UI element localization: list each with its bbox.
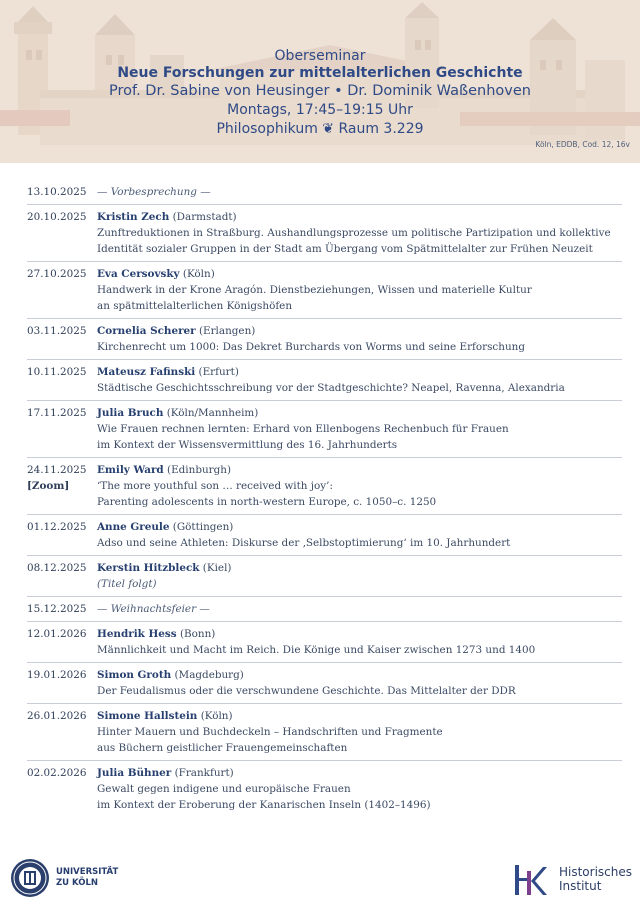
seminar-title: Neue Forschungen zur mittelalterlichen Geschichte — [117, 65, 523, 81]
header-banner — [0, 0, 640, 163]
seminar-hosts: Prof. Dr. Sabine von Heusinger • Dr. Dominik Waßenhoven — [109, 83, 531, 99]
speaker-line — [97, 266, 622, 282]
university-name-line1: UNIVERSITÄT — [56, 867, 119, 877]
institute-logo — [511, 861, 632, 897]
talk-title-line: ‘The more youthful son … received with joy’: — [97, 480, 333, 492]
speaker-affiliation: (Frankfurt) — [174, 767, 234, 779]
entry-date: 02.02.2026 — [27, 767, 87, 779]
schedule-entry — [27, 405, 622, 453]
speaker-affiliation: (Darmstadt) — [172, 211, 237, 223]
speaker-name: Hendrik Hess — [97, 628, 177, 640]
institute-name-line1: Historisches — [558, 865, 632, 879]
entry-date: 08.12.2025 — [27, 562, 87, 574]
entry-date-column — [27, 626, 97, 658]
schedule-entry — [27, 560, 622, 592]
entry-date-column — [27, 560, 97, 592]
entry-date: 13.10.2025 — [27, 186, 87, 198]
speaker-affiliation: (Erlangen) — [198, 325, 256, 337]
entry-content — [97, 364, 622, 396]
entry-divider — [27, 596, 622, 597]
institute-name — [559, 865, 632, 893]
entry-divider — [27, 760, 622, 761]
entry-date: 19.01.2026 — [27, 669, 87, 681]
entry-date-column — [27, 462, 97, 510]
image-credit: Köln, EDDB, Cod. 12, 16v — [535, 140, 630, 149]
entry-divider — [27, 359, 622, 360]
talk-title-line: im Kontext der Wissensvermittlung des 16. Jahrhunderts — [97, 439, 398, 451]
speaker-affiliation: (Erfurt) — [198, 366, 239, 378]
historisches-institut-logo-icon — [511, 861, 551, 897]
entry-divider — [27, 621, 622, 622]
schedule-entry — [27, 519, 622, 551]
speaker-line — [97, 405, 622, 421]
talk-title-pending: (Titel folgt) — [97, 578, 157, 590]
seminar-time: Montags, 17:45–19:15 Uhr — [227, 102, 413, 118]
schedule-entry — [27, 626, 622, 658]
schedule-entry — [27, 765, 622, 813]
talk-title-line: Handwerk in der Krone Aragón. Dienstbeziehungen, Wissen und materielle Kultur — [97, 284, 532, 296]
speaker-name: Kerstin Hitzbleck — [97, 562, 200, 574]
entry-content — [97, 405, 622, 453]
institute-name-line2: Institut — [558, 879, 602, 893]
entry-date: 15.12.2025 — [27, 603, 87, 615]
entry-date: 17.11.2025 — [27, 407, 87, 419]
schedule-entry — [27, 364, 622, 396]
entry-content — [97, 209, 622, 257]
speaker-affiliation: (Göttingen) — [172, 521, 234, 533]
entry-date: 01.12.2025 — [27, 521, 87, 533]
speaker-name: Cornelia Scherer — [97, 325, 196, 337]
speaker-affiliation: (Bonn) — [179, 628, 216, 640]
speaker-affiliation: (Edinburgh) — [167, 464, 232, 476]
entry-date-column — [27, 667, 97, 699]
university-name — [56, 867, 118, 889]
entry-content — [97, 266, 622, 314]
entry-divider — [27, 400, 622, 401]
speaker-name: Simone Hallstein — [97, 710, 198, 722]
seminar-location — [0, 120, 640, 139]
talk-title-line: Parenting adolescents in north-western Europe, c. 1050–c. 1250 — [97, 496, 437, 508]
entry-date-column — [27, 519, 97, 551]
speaker-name: Eva Cersovsky — [97, 268, 180, 280]
entry-content — [97, 601, 622, 617]
speaker-line — [97, 667, 622, 683]
schedule-list — [27, 184, 622, 813]
entry-divider — [27, 662, 622, 663]
talk-title-line: Kirchenrecht um 1000: Das Dekret Burchards von Worms und seine Erforschung — [97, 341, 525, 353]
talk-title-line: Der Feudalismus oder die verschwundene Geschichte. Das Mittelalter der DDR — [97, 685, 516, 697]
schedule-entry — [27, 323, 622, 355]
speaker-line — [97, 765, 622, 781]
speaker-name: Kristin Zech — [97, 211, 170, 223]
entry-divider — [27, 555, 622, 556]
speaker-line — [97, 462, 622, 478]
location-room: Raum 3.229 — [338, 121, 424, 137]
entry-date-column — [27, 601, 97, 617]
entry-date-column — [27, 184, 97, 200]
speaker-name: Mateusz Fafinski — [97, 366, 196, 378]
session-note: — Weihnachtsfeier — — [97, 603, 210, 615]
speaker-affiliation: (Köln/Mannheim) — [166, 407, 259, 419]
schedule-entry — [27, 266, 622, 314]
speaker-line — [97, 626, 622, 642]
talk-title-line: Städtische Geschichtsschreibung vor der Stadtgeschichte? Neapel, Ravenna, Alexandria — [97, 382, 565, 394]
entry-content — [97, 708, 622, 756]
speaker-line — [97, 560, 622, 576]
speaker-name: Anne Greule — [97, 521, 170, 533]
university-name-line2: ZU KÖLN — [56, 878, 98, 888]
entry-date: 27.10.2025 — [27, 268, 87, 280]
entry-content — [97, 462, 622, 510]
entry-content — [97, 323, 622, 355]
schedule-entry — [27, 708, 622, 756]
session-note: — Vorbesprechung — — [97, 186, 211, 198]
schedule-entry — [27, 209, 622, 257]
entry-date-column — [27, 405, 97, 453]
speaker-affiliation: (Kiel) — [202, 562, 232, 574]
schedule-entry — [27, 667, 622, 699]
entry-date-column — [27, 708, 97, 756]
speaker-line — [97, 209, 622, 225]
entry-divider — [27, 514, 622, 515]
header-text-block — [0, 48, 640, 139]
speaker-name: Julia Bruch — [97, 407, 164, 419]
talk-title-line: Wie Frauen rechnen lernten: Erhard von Ellenbogens Rechenbuch für Frauen — [97, 423, 509, 435]
entry-divider — [27, 703, 622, 704]
entry-format-tag: [Zoom] — [27, 480, 70, 492]
talk-title-line: Identität sozialer Gruppen in der Stadt am Übergang vom Spätmittelalter zur Frühen Neuzeit — [97, 243, 593, 255]
entry-content — [97, 667, 622, 699]
entry-date: 03.11.2025 — [27, 325, 87, 337]
entry-date: 20.10.2025 — [27, 211, 87, 223]
entry-date-column — [27, 765, 97, 813]
location-building: Philosophikum — [216, 121, 318, 137]
talk-title-line: Adso und seine Athleten: Diskurse der ‚Selbstoptimierung‘ im 10. Jahrhundert — [97, 537, 511, 549]
entry-divider — [27, 457, 622, 458]
fleuron-icon: ❦ — [322, 121, 335, 137]
entry-date: 26.01.2026 — [27, 710, 87, 722]
entry-date: 24.11.2025 — [27, 464, 87, 476]
entry-content — [97, 560, 622, 592]
university-logo — [10, 858, 118, 898]
entry-divider — [27, 261, 622, 262]
entry-date-column — [27, 323, 97, 355]
speaker-line — [97, 708, 622, 724]
schedule-entry — [27, 601, 622, 617]
talk-title-line: Gewalt gegen indigene und europäische Frauen — [97, 783, 351, 795]
talk-title-line: Männlichkeit und Macht im Reich. Die Könige und Kaiser zwischen 1273 und 1400 — [97, 644, 536, 656]
talk-title-line: Zunftreduktionen in Straßburg. Aushandlungsprozesse um politische Partizipation und kollektive — [97, 227, 611, 239]
speaker-line — [97, 323, 622, 339]
entry-date-column — [27, 266, 97, 314]
entry-content — [97, 184, 622, 200]
entry-divider — [27, 318, 622, 319]
entry-divider — [27, 204, 622, 205]
talk-title-line: Hinter Mauern und Buchdeckeln – Handschriften und Fragmente — [97, 726, 443, 738]
entry-date-column — [27, 364, 97, 396]
entry-date: 12.01.2026 — [27, 628, 87, 640]
entry-content — [97, 519, 622, 551]
entry-content — [97, 765, 622, 813]
speaker-line — [97, 364, 622, 380]
university-seal-icon — [10, 858, 50, 898]
seminar-label: Oberseminar — [274, 48, 366, 64]
speaker-affiliation: (Köln) — [200, 710, 233, 722]
schedule-entry — [27, 462, 622, 510]
speaker-name: Simon Groth — [97, 669, 172, 681]
speaker-line — [97, 519, 622, 535]
entry-content — [97, 626, 622, 658]
schedule-entry — [27, 184, 622, 200]
talk-title-line: im Kontext der Eroberung der Kanarischen Inseln (1402–1496) — [97, 799, 431, 811]
entry-date: 10.11.2025 — [27, 366, 87, 378]
speaker-name: Julia Bühner — [97, 767, 172, 779]
talk-title-line: an spätmittelalterlichen Königshöfen — [97, 300, 293, 312]
speaker-affiliation: (Magdeburg) — [174, 669, 244, 681]
speaker-affiliation: (Köln) — [182, 268, 215, 280]
speaker-name: Emily Ward — [97, 464, 164, 476]
entry-date-column — [27, 209, 97, 257]
talk-title-line: aus Büchern geistlicher Frauengemeinschaften — [97, 742, 348, 754]
